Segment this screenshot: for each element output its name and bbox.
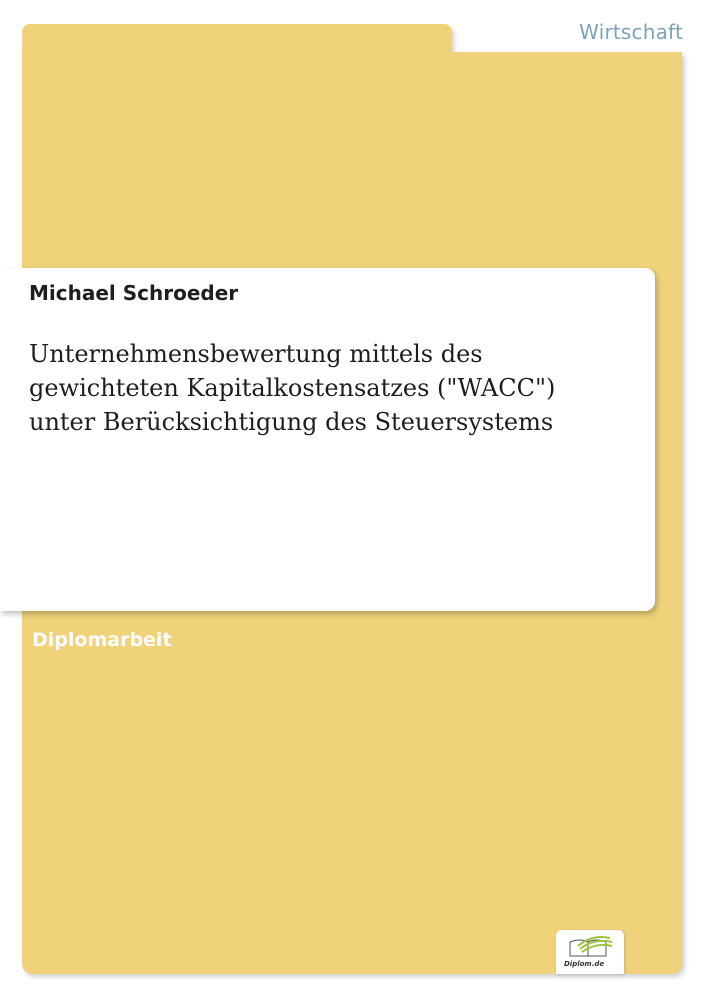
book-logo-icon	[566, 934, 614, 960]
publisher-logo	[556, 930, 624, 974]
title-line: Unternehmensbewertung mittels des	[29, 340, 483, 368]
category-label: Wirtschaft	[579, 20, 683, 44]
title-line: gewichteten Kapitalkostensatzes ("WACC")	[29, 374, 556, 402]
author-name: Michael Schroeder	[29, 281, 239, 305]
title-line: unter Berücksichtigung des Steuersystems	[29, 408, 554, 436]
publisher-name: Diplom.de	[564, 960, 605, 968]
book-title	[29, 337, 639, 439]
document-type: Diplomarbeit	[32, 629, 172, 651]
title-card	[0, 268, 655, 611]
